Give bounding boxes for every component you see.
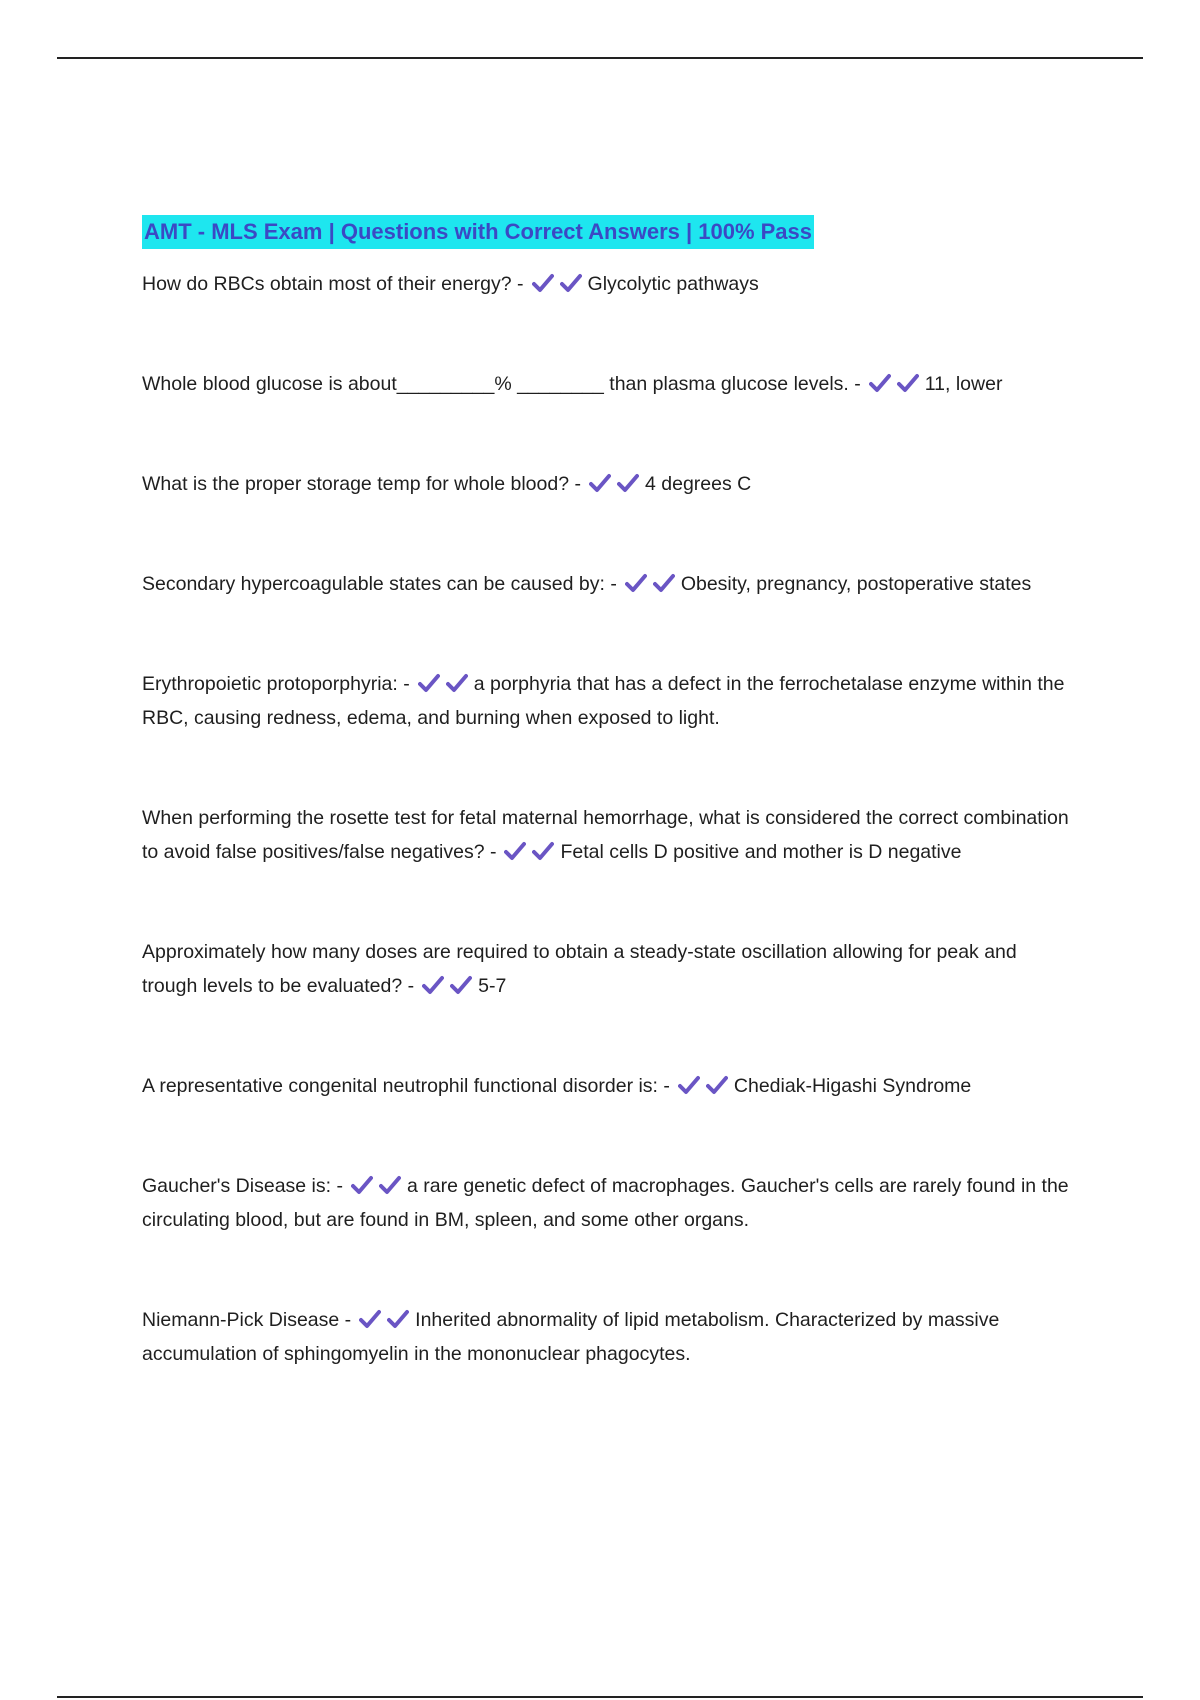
checkmark-icon <box>532 273 554 293</box>
question-text: What is the proper storage temp for whole blood? <box>142 473 570 495</box>
question-text: Whole blood glucose is about_________% ________ than plasma glucose levels. <box>142 373 849 395</box>
checkmark-icon <box>617 473 639 493</box>
qa-item <box>142 467 1072 501</box>
answer-text: Inherited abnormality of lipid metabolism. Characterized by massive accumulation of sphingomyelin in the mononuclear phagocytes. <box>142 1309 1000 1365</box>
qa-item <box>142 801 1072 869</box>
checkmark-icon <box>589 473 611 493</box>
separator-dash: - <box>663 1075 670 1097</box>
checkmark-icon <box>625 573 647 593</box>
question-text: Niemann-Pick Disease <box>142 1309 340 1331</box>
question-text: How do RBCs obtain most of their energy? <box>142 273 512 295</box>
answer-text: Chediak-Higashi Syndrome <box>733 1075 972 1097</box>
checkmark-icon <box>351 1175 373 1195</box>
document-body <box>142 215 1072 1371</box>
answer-text: 5-7 <box>478 975 507 997</box>
separator-dash: - <box>344 1309 352 1331</box>
qa-item <box>142 1069 1072 1103</box>
checkmark-icon <box>897 373 919 393</box>
checkmark-icon <box>359 1309 381 1329</box>
question-text: Secondary hypercoagulable states can be caused by: <box>142 573 605 595</box>
checkmark-icon <box>418 673 440 693</box>
qa-item <box>142 1303 1072 1371</box>
checkmark-icon <box>446 673 468 693</box>
answer-text: 11, lower <box>924 373 1003 395</box>
separator-dash: - <box>574 473 581 495</box>
document-title: AMT - MLS Exam | Questions with Correct Answers | 100% Pass <box>142 215 814 249</box>
answer-text: Fetal cells D positive and mother is D negative <box>560 841 962 863</box>
separator-dash: - <box>489 841 497 863</box>
separator-dash: - <box>403 673 410 695</box>
answer-text: Obesity, pregnancy, postoperative states <box>680 573 1032 595</box>
separator-dash: - <box>610 573 617 595</box>
checkmark-icon <box>653 573 675 593</box>
question-text: Gaucher's Disease is: <box>142 1175 332 1197</box>
checkmark-icon <box>532 841 554 861</box>
question-text: A representative congenital neutrophil functional disorder is: <box>142 1075 658 1097</box>
separator-dash: - <box>517 273 524 295</box>
checkmark-icon <box>869 373 891 393</box>
question-text: When performing the rosette test for fetal maternal hemorrhage, what is considered the correct combination to avoid false positives/false negatives? <box>142 807 1069 863</box>
header-rule <box>57 57 1143 59</box>
answer-text: 4 degrees C <box>645 473 752 495</box>
qa-item <box>142 1169 1072 1237</box>
qa-list <box>142 267 1072 1371</box>
question-text: Erythropoietic protoporphyria: <box>142 673 398 695</box>
qa-item <box>142 935 1072 1003</box>
qa-item <box>142 567 1072 601</box>
qa-item <box>142 667 1072 735</box>
qa-item <box>142 367 1072 401</box>
checkmark-icon <box>379 1175 401 1195</box>
separator-dash: - <box>407 975 415 997</box>
checkmark-icon <box>678 1075 700 1095</box>
checkmark-icon <box>560 273 582 293</box>
checkmark-icon <box>422 975 444 995</box>
answer-text: a porphyria that has a defect in the ferrochetalase enzyme within the RBC, causing redness, edema, and burning when exposed to light. <box>142 673 1065 729</box>
answer-text: a rare genetic defect of macrophages. Gaucher's cells are rarely found in the circulating blood, but are found in BM, spleen, and some other organs. <box>142 1175 1069 1231</box>
separator-dash: - <box>336 1175 343 1197</box>
checkmark-icon <box>387 1309 409 1329</box>
checkmark-icon <box>450 975 472 995</box>
answer-text: Glycolytic pathways <box>587 273 759 295</box>
qa-item <box>142 267 1072 301</box>
checkmark-icon <box>706 1075 728 1095</box>
question-text: Approximately how many doses are required to obtain a steady-state oscillation allowing for peak and trough levels to be evaluated? <box>142 941 1017 997</box>
checkmark-icon <box>504 841 526 861</box>
separator-dash: - <box>854 373 861 395</box>
footer-rule <box>57 1696 1143 1698</box>
